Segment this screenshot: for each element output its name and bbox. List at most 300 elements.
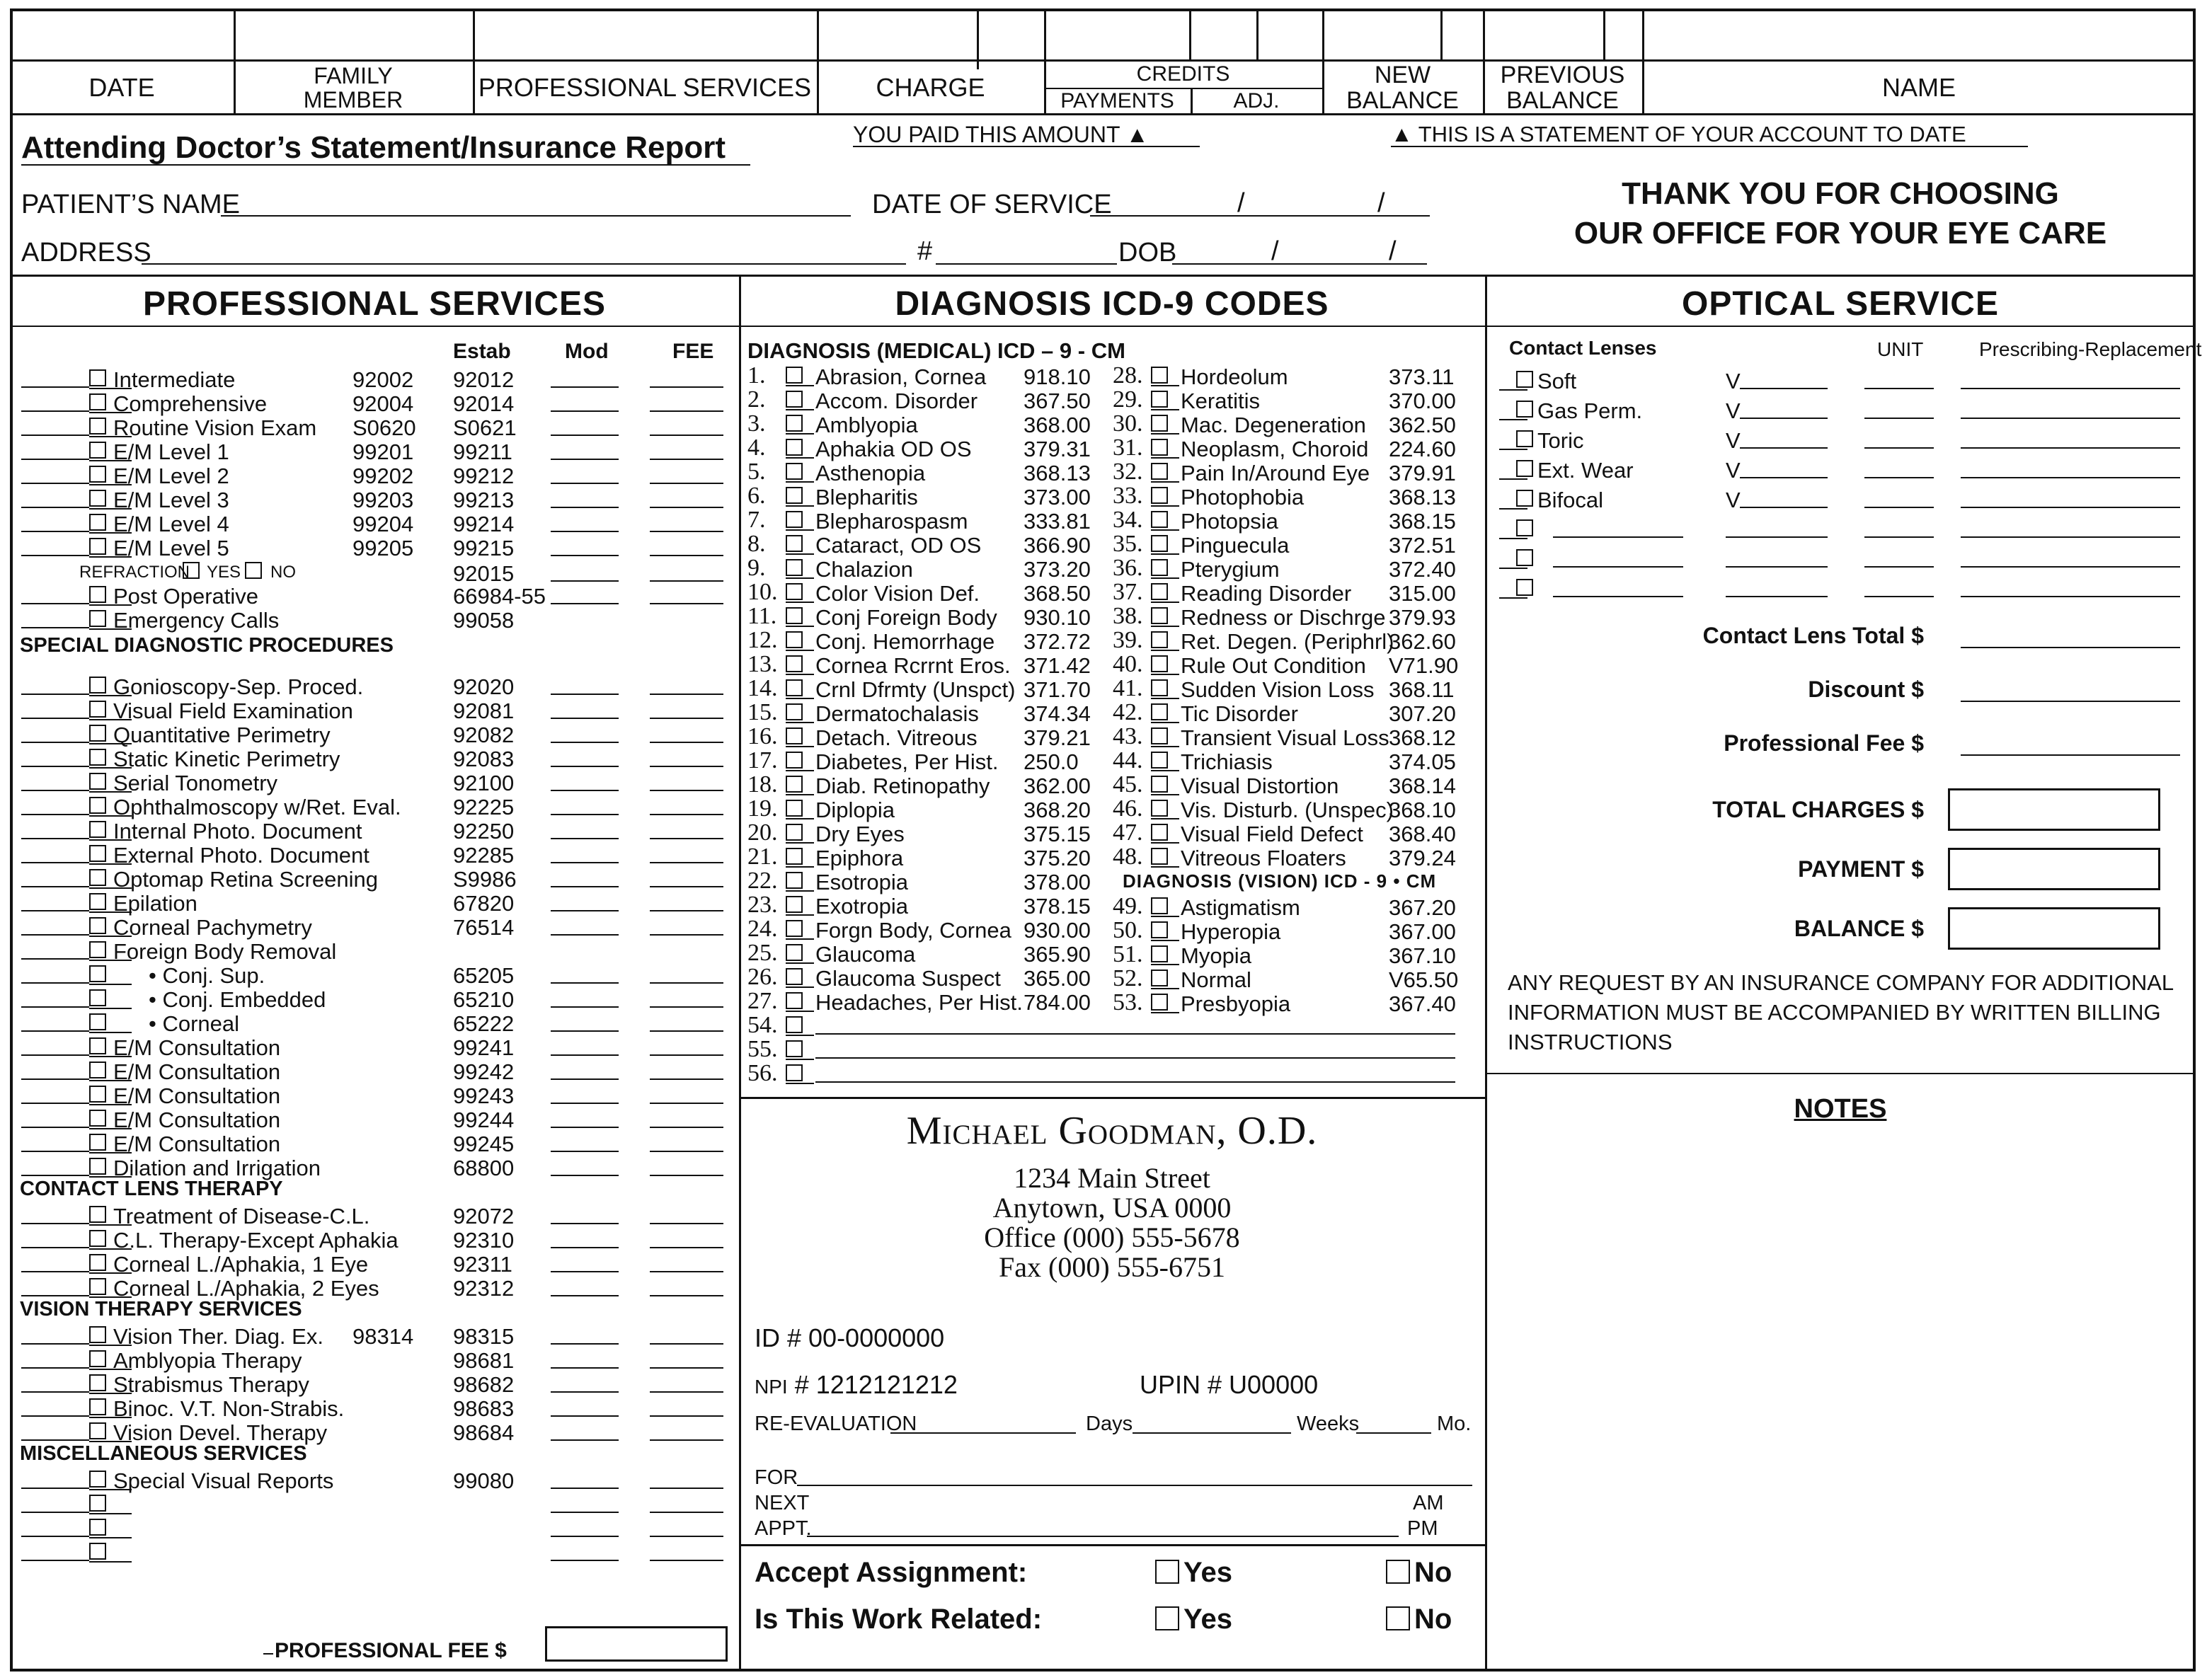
service-entry-field[interactable] [21, 958, 89, 960]
lens-unit-field[interactable] [1864, 477, 1934, 478]
modifier-field[interactable] [551, 694, 619, 695]
fee-field[interactable] [650, 1512, 723, 1513]
service-entry-field[interactable] [21, 459, 89, 460]
diagnosis-checkbox[interactable] [786, 415, 803, 432]
diagnosis-checkbox[interactable] [1151, 824, 1168, 841]
diagnosis-checkbox[interactable] [786, 439, 803, 456]
diagnosis-checkbox[interactable] [1151, 679, 1168, 696]
diagnosis-checkbox[interactable] [786, 824, 803, 841]
modifier-field[interactable] [551, 742, 619, 743]
modifier-field[interactable] [551, 531, 619, 532]
number-field[interactable] [936, 263, 1117, 265]
fee-field[interactable] [650, 1054, 723, 1056]
diagnosis-checkbox[interactable] [786, 920, 803, 937]
lens-unit-field[interactable] [1864, 566, 1934, 568]
diagnosis-label: Hyperopia [1181, 919, 1281, 944]
fee-field[interactable] [650, 531, 723, 532]
diagnosis-checkbox[interactable] [1151, 703, 1168, 720]
modifier-field[interactable] [551, 1512, 619, 1513]
diagnosis-checkbox[interactable] [1151, 921, 1168, 938]
modifier-field[interactable] [551, 862, 619, 863]
diagnosis-checkbox[interactable] [786, 848, 803, 865]
diagnosis-checkbox[interactable] [786, 511, 803, 528]
diagnosis-checkbox[interactable] [786, 463, 803, 480]
discount-field[interactable] [1961, 701, 2180, 702]
lens-v-field[interactable] [1740, 447, 1828, 449]
lens-prescribing-field[interactable] [1961, 447, 2180, 449]
diagnosis-checkbox[interactable] [1151, 511, 1168, 528]
service-entry-field[interactable] [21, 1006, 89, 1008]
modifier-field[interactable] [551, 507, 619, 508]
fee-field[interactable] [650, 603, 723, 604]
service-entry-field[interactable] [21, 1536, 89, 1537]
service-entry-field[interactable] [21, 886, 89, 887]
diagnosis-checkbox[interactable] [1151, 487, 1168, 504]
lens-prescribing-field[interactable] [1961, 596, 2180, 597]
service-checkbox[interactable] [89, 773, 106, 790]
diagnosis-checkbox[interactable] [1151, 945, 1168, 962]
lens-unit-field[interactable] [1864, 536, 1934, 538]
service-entry-field[interactable] [21, 1343, 89, 1345]
service-entry-field[interactable] [21, 766, 89, 767]
fee-field[interactable] [650, 1006, 723, 1008]
fee-field[interactable] [650, 862, 723, 863]
diagnosis-checkbox[interactable] [786, 896, 803, 913]
fee-field[interactable] [650, 1127, 723, 1128]
diagnosis-checkbox[interactable] [1151, 800, 1168, 817]
fee-field[interactable] [650, 1560, 723, 1561]
service-checkbox[interactable] [89, 749, 106, 766]
diagnosis-checkbox[interactable] [786, 679, 803, 696]
diagnosis-custom-field[interactable] [815, 1081, 1455, 1083]
service-entry-field[interactable] [21, 603, 89, 604]
service-entry-field[interactable] [21, 1415, 89, 1417]
service-entry-field[interactable] [21, 934, 89, 936]
service-entry-field[interactable] [21, 790, 89, 791]
modifier-field[interactable] [551, 718, 619, 719]
diagnosis-checkbox[interactable] [1151, 994, 1168, 1011]
lens-checkbox[interactable] [1516, 401, 1533, 418]
modifier-field[interactable] [551, 838, 619, 839]
diagnosis-checkbox[interactable] [1151, 848, 1168, 865]
service-checkbox[interactable] [89, 1110, 106, 1127]
diagnosis-checkbox[interactable] [1151, 776, 1168, 793]
diagnosis-checkbox[interactable] [786, 703, 803, 720]
diagnosis-checkbox[interactable] [1151, 439, 1168, 456]
service-checkbox[interactable] [89, 1086, 106, 1103]
service-checkbox[interactable] [89, 941, 106, 958]
service-checkbox[interactable] [89, 1037, 106, 1054]
work-yes-checkbox[interactable] [1155, 1606, 1179, 1630]
reeval-days-field[interactable] [890, 1432, 1076, 1434]
modifier-field[interactable] [551, 814, 619, 815]
diagnosis-checkbox[interactable] [786, 944, 803, 961]
service-checkbox[interactable] [89, 1278, 106, 1295]
lens-v-field[interactable] [1726, 536, 1828, 538]
diagnosis-checkbox[interactable] [1151, 727, 1168, 744]
diagnosis-checkbox[interactable] [786, 607, 803, 624]
diagnosis-checkbox[interactable] [786, 752, 803, 769]
service-checkbox[interactable] [89, 1471, 106, 1488]
service-checkbox[interactable] [89, 1230, 106, 1247]
diagnosis-checkbox[interactable] [786, 631, 803, 648]
diagnosis-checkbox[interactable] [1151, 463, 1168, 480]
work-no-checkbox[interactable] [1386, 1606, 1410, 1630]
fee-field[interactable] [650, 1151, 723, 1152]
fee-field[interactable] [650, 1415, 723, 1417]
modifier-field[interactable] [551, 934, 619, 936]
service-checkbox[interactable] [89, 1374, 106, 1391]
modifier-field[interactable] [551, 1223, 619, 1224]
diagnosis-checkbox[interactable] [786, 1064, 803, 1081]
service-checkbox[interactable] [89, 1134, 106, 1151]
modifier-field[interactable] [551, 1078, 619, 1080]
service-entry-field[interactable] [21, 1488, 89, 1489]
fee-field[interactable] [650, 766, 723, 767]
service-entry-field[interactable] [21, 1078, 89, 1080]
modifier-field[interactable] [551, 982, 619, 984]
service-checkbox[interactable] [89, 917, 106, 934]
service-entry-field[interactable] [21, 1439, 89, 1441]
service-entry-field[interactable] [21, 982, 89, 984]
service-entry-field[interactable] [21, 531, 89, 532]
lens-v-field[interactable] [1740, 477, 1828, 478]
lens-prescribing-field[interactable] [1961, 388, 2180, 389]
fee-field[interactable] [650, 555, 723, 556]
service-checkbox[interactable] [89, 1519, 106, 1536]
lens-checkbox[interactable] [1516, 579, 1533, 596]
fee-field[interactable] [650, 742, 723, 743]
fee-field[interactable] [650, 1030, 723, 1032]
address-field[interactable] [142, 263, 906, 265]
diagnosis-checkbox[interactable] [1151, 970, 1168, 986]
fee-field[interactable] [650, 459, 723, 460]
modifier-field[interactable] [551, 580, 619, 582]
total-charges-box[interactable] [1948, 788, 2160, 831]
diagnosis-checkbox[interactable] [786, 1016, 803, 1033]
diagnosis-checkbox[interactable] [786, 800, 803, 817]
service-checkbox[interactable] [89, 369, 106, 386]
fee-field[interactable] [650, 838, 723, 839]
lens-custom-field[interactable] [1553, 536, 1683, 538]
diagnosis-checkbox[interactable] [1151, 559, 1168, 576]
cl-total-field[interactable] [1961, 647, 2180, 648]
fee-field[interactable] [650, 1078, 723, 1080]
diagnosis-checkbox[interactable] [786, 1040, 803, 1057]
diagnosis-checkbox[interactable] [1151, 655, 1168, 672]
diagnosis-custom-field[interactable] [815, 1057, 1455, 1059]
fee-field[interactable] [650, 410, 723, 412]
diagnosis-checkbox[interactable] [786, 583, 803, 600]
service-entry-field[interactable] [21, 910, 89, 911]
diagnosis-code: 365.90 [1024, 942, 1091, 967]
service-entry-field[interactable] [21, 1030, 89, 1032]
lens-unit-field[interactable] [1864, 447, 1934, 449]
modifier-field[interactable] [551, 1271, 619, 1272]
col-name: NAME [1881, 73, 1956, 102]
lens-prescribing-field[interactable] [1961, 507, 2180, 508]
modifier-field[interactable] [551, 1295, 619, 1296]
diagnosis-custom-field[interactable] [815, 1033, 1455, 1035]
modifier-field[interactable] [551, 1439, 619, 1441]
diagnosis-checkbox[interactable] [786, 655, 803, 672]
reeval-months-field[interactable] [1356, 1432, 1431, 1434]
service-entry-field[interactable] [21, 555, 89, 556]
service-entry-field[interactable] [21, 1127, 89, 1128]
service-entry-field[interactable] [21, 838, 89, 839]
modifier-field[interactable] [551, 603, 619, 604]
modifier-field[interactable] [551, 790, 619, 791]
service-checkbox[interactable] [89, 677, 106, 694]
modifier-field[interactable] [551, 1151, 619, 1152]
service-entry-field[interactable] [21, 1271, 89, 1272]
fee-field[interactable] [650, 580, 723, 582]
fee-field[interactable] [650, 1271, 723, 1272]
service-checkbox[interactable] [89, 586, 106, 603]
lens-v-field[interactable] [1726, 566, 1828, 568]
service-checkbox[interactable] [89, 1326, 106, 1343]
service-checkbox[interactable] [89, 1422, 106, 1439]
pro-fee-field[interactable] [1961, 754, 2180, 756]
service-checkbox[interactable] [89, 393, 106, 410]
service-entry-field[interactable] [21, 1247, 89, 1248]
lens-v-field[interactable] [1740, 388, 1828, 389]
diagnosis-checkbox[interactable] [786, 872, 803, 889]
lens-checkbox[interactable] [1516, 490, 1533, 507]
modifier-field[interactable] [551, 1175, 619, 1176]
service-entry-field[interactable] [21, 1391, 89, 1393]
lens-unit-field[interactable] [1864, 596, 1934, 597]
fee-field[interactable] [650, 386, 723, 388]
service-entry-field[interactable] [21, 1560, 89, 1561]
diagnosis-checkbox[interactable] [1151, 415, 1168, 432]
diagnosis-checkbox[interactable] [786, 535, 803, 552]
diagnosis-number: 10. [747, 579, 778, 605]
lens-v-field[interactable] [1740, 507, 1828, 508]
reeval-weeks-field[interactable] [1133, 1432, 1291, 1434]
modifier-field[interactable] [551, 1247, 619, 1248]
modifier-field[interactable] [551, 1536, 619, 1537]
modifier-field[interactable] [551, 766, 619, 767]
modifier-field[interactable] [551, 886, 619, 887]
lens-checkbox[interactable] [1516, 371, 1533, 388]
modifier-field[interactable] [551, 1006, 619, 1008]
service-entry-field[interactable] [21, 1512, 89, 1513]
lens-v-field[interactable] [1726, 596, 1828, 597]
fee-field[interactable] [650, 886, 723, 887]
service-checkbox[interactable] [89, 514, 106, 531]
service-checkbox[interactable] [89, 466, 106, 483]
diagnosis-number: 54. [747, 1012, 778, 1038]
fee-field[interactable] [650, 1439, 723, 1441]
for-field[interactable] [797, 1485, 1472, 1486]
service-checkbox[interactable] [89, 965, 106, 982]
service-checkbox[interactable] [89, 821, 106, 838]
modifier-field[interactable] [551, 1103, 619, 1104]
service-checkbox[interactable] [89, 1254, 106, 1271]
fee-field[interactable] [650, 1175, 723, 1176]
refraction-no-checkbox[interactable] [245, 562, 262, 579]
lens-unit-field[interactable] [1864, 507, 1934, 508]
lens-v-field[interactable] [1740, 418, 1828, 419]
fee-field[interactable] [650, 934, 723, 936]
work-no-label: No [1414, 1604, 1452, 1635]
diagnosis-checkbox[interactable] [786, 776, 803, 793]
lens-prescribing-field[interactable] [1961, 536, 2180, 538]
service-entry-field[interactable] [21, 1367, 89, 1369]
service-checkbox[interactable] [89, 442, 106, 459]
fee-field[interactable] [650, 1536, 723, 1537]
fee-field[interactable] [650, 1103, 723, 1104]
service-entry-field[interactable] [21, 483, 89, 484]
modifier-field[interactable] [551, 1127, 619, 1128]
service-checkbox[interactable] [89, 1158, 106, 1175]
service-checkbox[interactable] [89, 1398, 106, 1415]
lens-prescribing-field[interactable] [1961, 477, 2180, 478]
service-checkbox[interactable] [89, 797, 106, 814]
lens-unit-field[interactable] [1864, 388, 1934, 389]
fee-field[interactable] [650, 483, 723, 484]
lens-unit-field[interactable] [1864, 418, 1934, 419]
service-entry-field[interactable] [21, 507, 89, 508]
lens-custom-field[interactable] [1553, 566, 1683, 568]
service-entry-field[interactable] [21, 1151, 89, 1152]
fee-field[interactable] [650, 982, 723, 984]
service-entry-field[interactable] [21, 814, 89, 815]
lens-checkbox[interactable] [1516, 460, 1533, 477]
contact-lenses-heading: Contact Lenses [1509, 337, 1657, 359]
fee-field[interactable] [650, 435, 723, 436]
fee-field[interactable] [650, 1391, 723, 1393]
fee-field[interactable] [650, 910, 723, 911]
fee-field[interactable] [650, 507, 723, 508]
diagnosis-checkbox[interactable] [1151, 897, 1168, 914]
modifier-field[interactable] [551, 386, 619, 388]
modifier-field[interactable] [551, 1560, 619, 1561]
service-entry-field[interactable] [21, 1103, 89, 1104]
modifier-field[interactable] [551, 459, 619, 460]
diagnosis-checkbox[interactable] [1151, 391, 1168, 408]
modifier-field[interactable] [551, 410, 619, 412]
service-entry-field[interactable] [21, 742, 89, 743]
fee-field[interactable] [650, 1223, 723, 1224]
service-checkbox[interactable] [89, 845, 106, 862]
refraction-yes-checkbox[interactable] [183, 562, 200, 579]
fee-field[interactable] [650, 1247, 723, 1248]
service-checkbox[interactable] [89, 490, 106, 507]
service-entry-field[interactable] [21, 435, 89, 436]
diagnosis-checkbox[interactable] [786, 559, 803, 576]
diagnosis-checkbox[interactable] [786, 992, 803, 1009]
modifier-field[interactable] [551, 1488, 619, 1489]
next-appt-field[interactable] [807, 1536, 1399, 1537]
professional-fee-box[interactable] [545, 1626, 728, 1662]
diagnosis-checkbox[interactable] [1151, 535, 1168, 552]
service-checkbox[interactable] [89, 989, 106, 1006]
service-entry-field[interactable] [21, 1295, 89, 1296]
service-checkbox[interactable] [89, 538, 106, 555]
diagnosis-checkbox[interactable] [1151, 607, 1168, 624]
service-entry-field[interactable] [21, 694, 89, 695]
modifier-field[interactable] [551, 1367, 619, 1369]
diagnosis-checkbox[interactable] [786, 367, 803, 384]
service-entry-field[interactable] [21, 1054, 89, 1056]
diagnosis-checkbox[interactable] [786, 727, 803, 744]
service-checkbox[interactable] [89, 1013, 106, 1030]
service-entry-field[interactable] [21, 386, 89, 388]
fee-field[interactable] [650, 1295, 723, 1296]
lens-prescribing-field[interactable] [1961, 418, 2180, 419]
diagnosis-checkbox[interactable] [786, 968, 803, 985]
diagnosis-row [747, 725, 1116, 749]
service-checkbox[interactable] [89, 1061, 106, 1078]
accept-yes-checkbox[interactable] [1155, 1560, 1179, 1584]
service-entry-field[interactable] [21, 1223, 89, 1224]
lens-prescribing-field[interactable] [1961, 566, 2180, 568]
modifier-field[interactable] [551, 1415, 619, 1417]
modifier-field[interactable] [551, 555, 619, 556]
service-checkbox[interactable] [89, 1350, 106, 1367]
service-entry-field[interactable] [21, 718, 89, 719]
patient-name-field[interactable] [221, 215, 851, 217]
modifier-field[interactable] [551, 1343, 619, 1345]
service-checkbox[interactable] [89, 869, 106, 886]
diagnosis-checkbox[interactable] [786, 487, 803, 504]
diagnosis-checkbox[interactable] [1151, 631, 1168, 648]
service-entry-field[interactable] [21, 627, 89, 628]
service-checkbox[interactable] [89, 701, 106, 718]
modifier-field[interactable] [551, 483, 619, 484]
service-code-estab: 92012 [453, 367, 515, 392]
service-checkbox[interactable] [89, 893, 106, 910]
lens-checkbox[interactable] [1516, 549, 1533, 566]
service-checkbox[interactable] [89, 610, 106, 627]
service-checkbox[interactable] [89, 1206, 106, 1223]
modifier-field[interactable] [551, 910, 619, 911]
fee-field[interactable] [650, 1367, 723, 1369]
fee-field[interactable] [650, 814, 723, 815]
fee-field[interactable] [650, 694, 723, 695]
diagnosis-checkbox[interactable] [1151, 583, 1168, 600]
fee-field[interactable] [650, 718, 723, 719]
fee-field[interactable] [650, 1488, 723, 1489]
service-checkbox[interactable] [89, 418, 106, 435]
modifier-field[interactable] [551, 1391, 619, 1393]
accept-no-checkbox[interactable] [1386, 1560, 1410, 1584]
service-checkbox[interactable] [89, 725, 106, 742]
service-label: E/M Level 2 [113, 464, 229, 488]
lens-custom-field[interactable] [1553, 596, 1683, 597]
service-label: Vision Ther. Diag. Ex. [113, 1324, 323, 1349]
modifier-field[interactable] [551, 435, 619, 436]
lens-checkbox[interactable] [1516, 430, 1533, 447]
service-entry-field[interactable] [21, 862, 89, 863]
service-checkbox[interactable] [89, 1543, 106, 1560]
service-entry-field[interactable] [21, 410, 89, 412]
lens-checkbox[interactable] [1516, 519, 1533, 536]
service-entry-field[interactable] [21, 1175, 89, 1176]
diagnosis-checkbox[interactable] [786, 391, 803, 408]
balance-box[interactable] [1948, 907, 2160, 950]
service-checkbox[interactable] [89, 1495, 106, 1512]
modifier-field[interactable] [551, 1054, 619, 1056]
fee-field[interactable] [650, 1343, 723, 1345]
diagnosis-checkbox[interactable] [1151, 367, 1168, 384]
payment-box[interactable] [1948, 848, 2160, 890]
diagnosis-checkbox[interactable] [1151, 752, 1168, 769]
fee-field[interactable] [650, 790, 723, 791]
modifier-field[interactable] [551, 1030, 619, 1032]
